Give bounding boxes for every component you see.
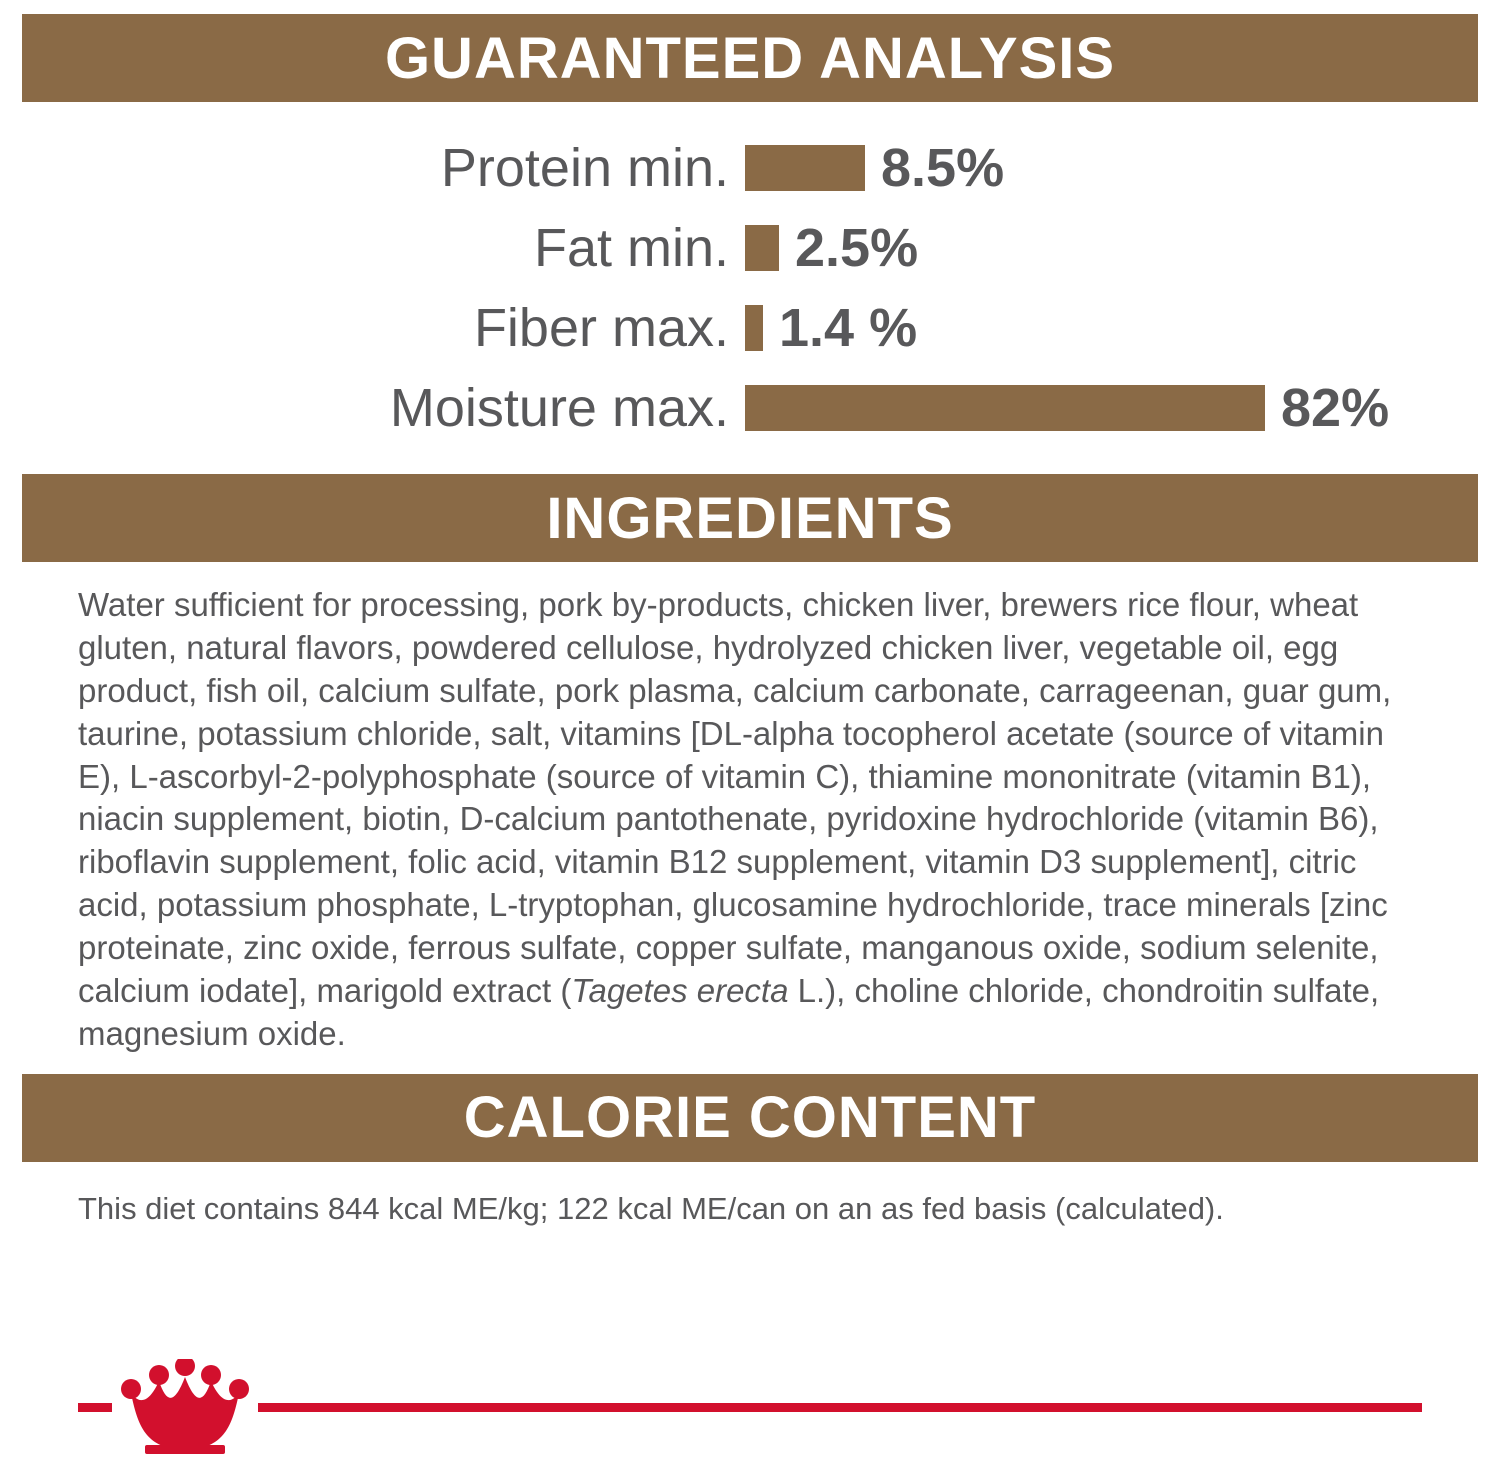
nutrient-bar-moisture [745,385,1265,431]
nutrient-label-fat: Fat min. [533,218,729,278]
ingredients-text-main: Water sufficient for processing, pork by-products, chicken liver, brewers rice flour, wheat gluten, natural flavors, powdered cellulose, hydrolyzed chicken liver, vegetable oil, egg product, fish oil, calcium sulfate, pork plasma, calcium carbonate, carrageenan, guar gum, taurine, potassium chloride, salt, vitamins [DL-alpha tocopherol acetate (source of vitamin E), L-ascorbyl-2-polyphosphate (source of vitamin C), thiamine mononitrate (vitamin B1), niacin supplement, biotin, D-calcium pantothenate, pyridoxine hydrochloride (vitamin B6), riboflavin supplement, folic acid, vitamin B12 supplement, vitamin D3 supplement], citric acid, potassium phosphate, L-tryptophan, glucosamine hydrochloride, trace minerals [zinc proteinate, zinc oxide, ferrous sulfate, copper sulfate, manganous oxide, sodium selenite, calcium iodate], marigold extract ( [78,586,1392,1010]
calorie-content-paragraph: This diet contains 844 kcal ME/kg; 122 kcal ME/can on an as fed basis (calculated). [78,1190,1224,1226]
guaranteed-analysis-row [0,128,1500,208]
ingredients-latin-name: Tagetes erecta [571,972,789,1010]
nutrient-label-fiber: Fiber max. [473,298,729,358]
nutrient-bar-protein [745,145,865,191]
guaranteed-analysis-row [0,368,1500,448]
guaranteed-analysis-header: GUARANTEED ANALYSIS [22,14,1478,102]
nutrient-bar-fiber [745,305,763,351]
brand-logo [112,1353,258,1465]
product-label-page [0,14,1500,1471]
ingredients-header: INGREDIENTS [22,474,1478,562]
guaranteed-analysis-list [0,102,1500,474]
ingredients-text-tail: L.), choline chloride, chondroitin sulfate, magnesium oxide. [78,972,1380,1052]
nutrient-bar-fat [745,225,779,271]
nutrient-label-protein: Protein min. [440,138,729,198]
footer [0,1351,1500,1471]
guaranteed-analysis-row [0,208,1500,288]
nutrient-label-moisture: Moisture max. [389,378,729,438]
nutrient-value-fat: 2.5% [795,218,919,278]
crown-icon [119,1359,251,1459]
nutrient-value-protein: 8.5% [881,138,1005,198]
nutrient-value-moisture: 82% [1281,378,1390,438]
nutrient-value-fiber: 1.4 % [779,298,918,358]
guaranteed-analysis-row [0,288,1500,368]
footer-divider [78,1403,1422,1412]
calorie-content-header: CALORIE CONTENT [22,1074,1478,1162]
ingredients-paragraph [78,584,1420,1056]
